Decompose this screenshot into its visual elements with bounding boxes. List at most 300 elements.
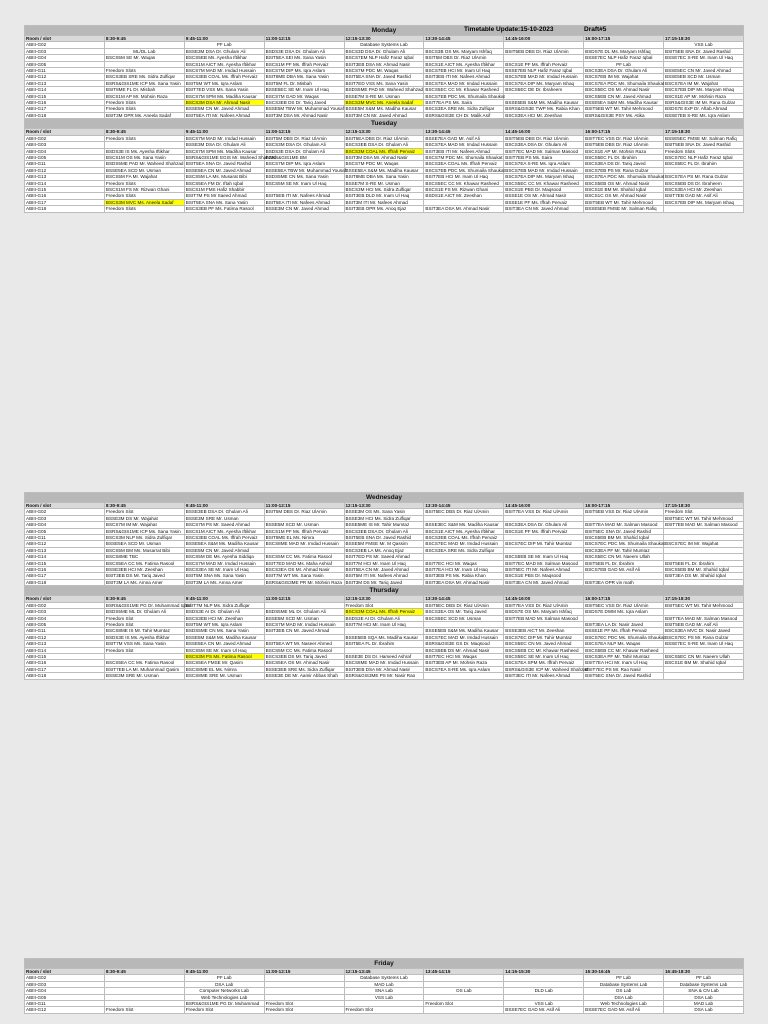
slot-cell: BSIT3EB DSA Mr. Ahmad Nasir xyxy=(344,61,424,67)
room-cell: ABIII-G05 xyxy=(25,621,105,627)
slot-cell: BSSE1E PF Ms. Iffrah Pervaiz xyxy=(584,628,664,634)
room-cell: ABIII-G05 xyxy=(25,154,105,160)
slot-cell: BSIT7M HCI Mr. Inam Ul Haq xyxy=(344,560,424,566)
slot-cell: BSCS5EB SE Mr. Inam Ul Haq xyxy=(504,554,584,560)
slot-cell: BSCS7EC MAD Mr. Imdad Hussain xyxy=(424,634,504,640)
slot-cell: BSCS3EA PF Mr. Tahir Mumtaz xyxy=(584,653,664,659)
table-row xyxy=(25,666,744,672)
slot-cell: BSIT5EA FL Dr. Ibrahim xyxy=(344,641,424,647)
slot-cell: BSIT7EA VSS Dr. Riaz UlAmin xyxy=(504,509,584,515)
slot-cell: BSIT5M ITI Mr. Nafees Ahmad xyxy=(344,573,424,579)
slot-cell: BSCS7EA SPM Ms. Iffrah Pervaiz xyxy=(504,660,584,666)
slot-cell: BSIT5M WT Ms. Iqra Aslam xyxy=(184,621,264,627)
slot-cell: BSIT5EB SNA Dr. Javed Rashid xyxy=(664,142,744,148)
slot-cell: BSCS7EB PDC Ms. Shumaila Shaukat xyxy=(425,93,505,99)
slot-cell: Freedom Slot xyxy=(344,602,424,608)
room-cell: ABIII-G18 xyxy=(25,112,105,118)
table-row xyxy=(25,154,744,160)
slot-cell: BSIT5M DBS Dr. Riaz UlAmin xyxy=(264,135,344,141)
slot-cell: BSSE7EA GAD Mr. Asif Ali xyxy=(424,135,504,141)
room-cell: ABIII-G17 xyxy=(25,199,105,205)
slot-cell: BSCS1M FMS Hafiz Shabbir xyxy=(184,186,264,192)
slot-cell: BSCS3EB COAL Ms. Iffrah Pervaiz xyxy=(424,535,504,541)
table-row xyxy=(25,87,744,93)
room-cell: ABIII-G03 xyxy=(25,48,105,54)
slot-cell: BSSE7EC S-RE Mr. Inam Ul Haq xyxy=(664,641,744,647)
slot-cell: BSCS3EA HCI Mr. Zeeshan xyxy=(504,112,584,118)
slot-cell: Freedom Slots xyxy=(104,206,184,212)
table-row xyxy=(25,660,744,666)
monday-rows xyxy=(25,42,744,119)
slot-cell: BSCS3EB DS Mr. Tariq Javed xyxy=(264,653,344,659)
slot-cell: BSIT7EA HCI Mr. Inam Ul Haq xyxy=(584,660,664,666)
slot-cell: BSDS5ME ML Dr. Ghulam Ali xyxy=(264,609,344,615)
room-cell: ABIII-G17 xyxy=(25,573,105,579)
room-cell: ABIII-G04 xyxy=(25,615,105,621)
table-row xyxy=(25,193,744,199)
table-row xyxy=(25,100,744,106)
table-row xyxy=(25,535,744,541)
slot-cell: BSCS3EA DSA Dr. Ghulam Ali xyxy=(504,142,584,148)
slot-cell: BSCS1E BM Mr. Shahid Iqbal xyxy=(584,186,664,192)
slot-cell: BSSE5M SCD Mr. Usman xyxy=(264,522,344,528)
slot-cell: BSCS3EA SRE Ms. Sidra Zulfiqar xyxy=(424,106,504,112)
table-row xyxy=(25,112,744,118)
slot-cell: BSSE5EA SCD Mr. Usman xyxy=(104,167,184,173)
room-cell: ABIII-G03 xyxy=(25,981,105,987)
slot-cell: BSDS3E AI Dr. Ghulam Ali xyxy=(344,615,424,621)
slot-cell: BSCS7M PDC Mr. Waqas xyxy=(344,161,424,167)
table-row xyxy=(25,68,744,74)
table-row xyxy=(25,48,744,54)
slot-cell: MAD Lab xyxy=(344,981,424,987)
slot-cell: BSCS7M SPM Ms. Madiha Kausar xyxy=(184,148,264,154)
slot-cell: BSCS3M COAL Ms. Iffrah Pervaiz xyxy=(344,609,424,615)
slot-cell: BSCS3EA DSA Dr. Ghulam Ali xyxy=(584,68,664,74)
slot-cell: BSIT7EC MAD Mr. Salman Masood xyxy=(504,148,584,154)
room-cell: ABIII-G13 xyxy=(25,174,105,180)
slot-cell: BSCS3B OS Ms. Maryam Ishfaq xyxy=(424,48,504,54)
slot-cell: BSRS&GIS3E IM Mr. Rana Gulzar xyxy=(664,100,744,106)
table-row xyxy=(25,634,744,640)
slot-cell: DSA Lab xyxy=(664,1007,744,1013)
slot-cell: BSCS5EA OS Mr. Ahmad Nasir xyxy=(264,660,344,666)
slot-cell: BSIT3EA DSA Mr. Ahmad Nasir xyxy=(424,579,504,585)
slot-cell: Database Systems Lab xyxy=(344,42,424,48)
table-row xyxy=(25,161,744,167)
slot-cell: BSSE3E DE Mr. Aamir Abbas Shah xyxy=(264,673,344,679)
slot-cell: BSIT3EB DSA Mr. Ahmad Nasir xyxy=(344,666,424,672)
slot-cell: BSCS3EA DS Dr. Tariq Javed xyxy=(584,161,664,167)
slot-cell: BSCS1M OS Ms. Sana Yasin xyxy=(104,154,184,160)
slot-cell: BSCS8ME SRE Mr. Usman xyxy=(184,673,264,679)
slot-cell: BSCS3EB LA Ms. Anoq Ejaz xyxy=(344,547,424,553)
slot-cell: BSSE3E DS Dr. Hameed Ashraf xyxy=(344,653,424,659)
slot-cell: BSIT3M DSA Mr. Ahmad Nasir xyxy=(264,112,344,118)
slot-cell: BSDS7E OS Ms. Maryam Ishfaq xyxy=(504,609,584,615)
slot-cell: BSCS3M COAL Ms. Iffrah Pervaiz xyxy=(344,148,424,154)
slot-cell: BSIT3EB CN Mr. Javed Ahmad xyxy=(264,628,344,634)
slot-cell: BSCS5EA FMSE Mr. Qasim xyxy=(184,660,264,666)
table-row xyxy=(25,180,744,186)
slot-cell: BSIT5EB DBS Dr. Riaz UlAmin xyxy=(504,135,584,141)
table-row xyxy=(25,522,744,528)
slot-cell xyxy=(424,1007,504,1013)
slot-cell: BSIT3EA LA Dr. Nasir Javed xyxy=(584,621,664,627)
room-cell: ABIII-G16 xyxy=(25,100,105,106)
room-cell: ABIII-G14 xyxy=(25,647,105,653)
slot-cell: BSCS7EB DIP Ms. Maryam Ishaq xyxy=(664,87,744,93)
slot-cell: BSIT8ME FL Dr. Misbah xyxy=(104,87,184,93)
slot-cell: BSDS5ME ML Dr. Ghulam Ali xyxy=(104,609,184,615)
slot-cell: Freedom Slot xyxy=(104,509,184,515)
room-cell: ABIII-G15 xyxy=(25,560,105,566)
room-cell: ABIII-G13 xyxy=(25,641,105,647)
slot-cell: BSCS7EC IM Mr. Wajahat xyxy=(664,541,744,547)
slot-cell: BSSE3M SRE Mr. Usman xyxy=(184,515,264,521)
wednesday-rows xyxy=(25,509,744,586)
slot-cell: Computer Networks Lab xyxy=(184,988,264,994)
slot-cell: BSCS5EC CC Mr. Khawar Rasheed xyxy=(424,180,504,186)
slot-cell: BSRS&GIS3E ICP Mr. Waheed Shahzad xyxy=(505,666,589,672)
slot-cell: BSCS3EA MVC Dr. Nasir Javed xyxy=(664,628,744,634)
slot-cell: BSRS&GIS1ME EGIS Mr. Waheed Shahzad xyxy=(185,154,277,160)
slot-cell: BSCS3M DSA Mr. Ahmad Nasir xyxy=(184,100,264,106)
slot-cell: BSCS1E AICT Ms. Ayesha Iftikhar xyxy=(424,528,504,534)
slot-cell: BSIT5EC SNA Dr. Javed Rashid xyxy=(584,673,664,679)
slot-cell: PF Lab xyxy=(664,975,744,981)
table-row xyxy=(25,1007,744,1013)
table-row xyxy=(25,567,744,573)
slot-cell: BSSE5EC FMSE Mr. Salman Rafiq xyxy=(664,135,744,141)
slot-cell: BSSE3M DS Mr. Wajahat xyxy=(104,515,184,521)
slot-cell: BSSE5M CN Mr. Javed Ahmad xyxy=(184,106,264,112)
slot-cell: BSIT5EA SNA Ms. Sana Yasin xyxy=(184,199,264,205)
slot-cell: BSIT5EA WT Mr. Naseer Ahmed xyxy=(264,641,344,647)
slot-cell: BSCS7EA IM Mr. Wajahat xyxy=(664,80,744,86)
slot-cell: BSCS5M BM Ms. Musarrat Bibi xyxy=(104,547,184,553)
slot-cell: BSIT5EB DBS Dr. Riaz UlAmin xyxy=(584,142,664,148)
slot-cell: BSCS5EC CC Mr. Khawar Rasheed xyxy=(504,180,584,186)
slot-cell: BSSE7M S-RE Mr. Usman xyxy=(344,180,424,186)
day-title-thursday: Thursday xyxy=(25,586,744,596)
slot-cell: BSIT5M DBS Dr. Riaz UlAmin xyxy=(264,509,344,515)
thursday-rows xyxy=(25,602,744,679)
slot-cell: BSIT7EB LA Mr. Muhammad Qasim xyxy=(104,666,184,672)
slot-cell: BSCS7M GAD Mr. Waqas xyxy=(264,93,344,99)
slot-cell: BSCS5EB OS Mr. Ahmad Nasir xyxy=(584,180,664,186)
slot-cell: BSIT5M SNA Ms. Sana Yasin xyxy=(184,573,264,579)
slot-cell: BSCS7EM NLP Hafiz Faraz Iqbal xyxy=(344,55,424,61)
slot-cell: BSCS7M DIP Ms. Iqra Aslam xyxy=(264,68,344,74)
slot-cell: BSCS5M CC Ms. Fatima Rasool xyxy=(264,647,344,653)
slot-cell: BSCS7EB DIP Ms. Maryam Ishaq xyxy=(664,199,744,205)
slot-cell: Freedom Slot xyxy=(264,1007,344,1013)
slot-cell: Freedom Slot xyxy=(344,1007,424,1013)
slot-cell: BSSE7EC S-RE Mr. Inam Ul Haq xyxy=(664,55,744,61)
slot-cell: BSIT3EB DS Mr. Tariq Javed xyxy=(104,573,184,579)
slot-cell: BSIT5EB SNA Dr. Javed Rashid xyxy=(344,535,424,541)
header-row: Room / slot 8:30-9:45 9:45-11:00 11:00-12:15 12:15-13:30 13:30-14:45 14:45-16:00 16:00-17:15 17:15-18:30 xyxy=(25,503,744,509)
slot-cell: BSSE5EB S&M Ms. Madiha Kausar xyxy=(504,100,584,106)
slot-cell: BSSE7EC GAD Mr. Asif Ali xyxy=(584,1007,664,1013)
slot-cell: BSSE3EB AICT Mr. Zeeshan xyxy=(504,628,584,634)
room-cell: ABIII-G11 xyxy=(25,68,105,74)
friday-rows xyxy=(25,975,744,1013)
room-cell: ABIII-G05 xyxy=(25,994,105,1000)
draft-label: Draft#5 xyxy=(584,26,607,33)
room-cell: ABIII-G14 xyxy=(25,87,105,93)
slot-cell: Freedom Slots xyxy=(104,180,184,186)
slot-cell: BSIT3EA OPR vin math xyxy=(584,579,664,585)
slot-cell: PF Lab xyxy=(184,975,264,981)
slot-cell: BSCS5EC CN Mr. Javed Ahmad xyxy=(504,641,584,647)
room-cell: ABIII-G03 xyxy=(25,142,105,148)
slot-cell: BSSE5EB SQA Ms. Madiha Kausar xyxy=(344,634,424,640)
slot-cell: BSDS7E ExP Dr. Aftab Ahmad xyxy=(664,106,744,112)
table-row xyxy=(25,206,744,212)
slot-cell: BSIT5EB FL Dr. Ibrahim xyxy=(664,560,744,566)
table-row xyxy=(25,547,744,553)
slot-cell: BSCS7EC PDC Ms. Shumaila Shaukat xyxy=(585,541,665,547)
slot-cell: BSIT7M NLP Ms. Sidra Zulfiqar xyxy=(184,602,264,608)
slot-cell: BSCS7EC DIP Mr. Tahir Mumtaz xyxy=(504,634,584,640)
slot-cell: BSSE5EB FMSE Mr. Salman Rafiq xyxy=(584,206,664,212)
slot-cell: BSCS7EA S-RE Ms. Iqra Aslam xyxy=(504,161,584,167)
header-row: Room / slot 8:30-9:45 9:45-11:00 11:00-12:15 12:15-13:45 13:45-14:15 14:15-15:30 15:30-16:45 16:45-18:30 xyxy=(25,969,744,975)
slot-cell: BSIT3EB AP Mr. Mohsin Raza xyxy=(424,660,504,666)
slot-cell: BSSE3M SRE Mr. Usman xyxy=(104,673,184,679)
room-cell: ABIII-G11 xyxy=(25,161,105,167)
slot-cell: BSRS&GIS1ME BM xyxy=(264,154,344,160)
slot-cell: BSIT5EA ITI Mr. Nafees Ahmad xyxy=(264,199,344,205)
wednesday-table xyxy=(24,492,744,680)
slot-cell: BSCS3EB PF Ms. Fatima Rasool xyxy=(184,206,264,212)
room-cell: ABIII-G05 xyxy=(25,61,105,67)
slot-cell: ML/DL Lab xyxy=(104,48,184,54)
slot-cell: BSSE3EB SRE Ms. Sidra Zulfiqar xyxy=(264,666,344,672)
slot-cell: BSCS7M PS Mr. Saeed Ahmad xyxy=(184,522,264,528)
slot-cell: BSCS5M SE Mr. Waqas xyxy=(104,55,184,61)
slot-cell: BSSE5EB S&M Ms. Madiha Kausar xyxy=(424,628,504,634)
slot-cell: BSIT3EC ITI Mr. Nafees Ahmad xyxy=(504,673,584,679)
room-cell: ABIII-G02 xyxy=(25,509,105,515)
slot-cell: BSSE5ME IS Mr. Tahir Mumtaz xyxy=(344,522,424,528)
slot-cell: BSCS7EC MAD Mr. Imdad Hussain xyxy=(424,541,504,547)
slot-cell: BSIT5M DBS Dr. Riaz UlAmin xyxy=(424,55,504,61)
slot-cell: BSCS5EC CN Mr. Naeem Ullah xyxy=(584,554,664,560)
slot-cell: BSCS7EA MAD Mr. Imdad Hussain xyxy=(424,142,504,148)
room-cell: ABIII-G02 xyxy=(25,975,105,981)
slot-cell: BSCS5EB Ms. Ayesha Iftikhar xyxy=(184,55,264,61)
table-row xyxy=(25,93,744,99)
room-cell: ABIII-G02 xyxy=(25,135,105,141)
slot-cell: BSCS7EC NLP Hafiz Faraz Iqbal xyxy=(664,154,744,160)
slot-cell: BSCS8ME TBC xyxy=(104,554,184,560)
room-cell: ABIII-G16 xyxy=(25,193,105,199)
slot-cell: BSCS3M MVC Ms. Aneela Sadaf xyxy=(344,100,424,106)
slot-cell: BSDS7E DWM Ms. Iqra Aslam xyxy=(584,609,664,615)
slot-cell: BSCS5M SE Mr. Inam Ul Haq xyxy=(264,180,344,186)
slot-cell: BSCS3M MVC Ms. Aneela Sadaf xyxy=(104,199,184,205)
slot-cell: BSSE5M CN Mr. Javed Ahmad xyxy=(184,547,264,553)
slot-cell: BSCS3EA OS Mr. Tariq Javed xyxy=(424,609,504,615)
table-row xyxy=(25,673,744,679)
room-cell: ABIII-G11 xyxy=(25,628,105,634)
slot-cell: BSCS5EC FL Dr. Ibrahim xyxy=(584,154,664,160)
slot-cell: BSIT3EA CN Mr. Javed Ahmad xyxy=(504,206,584,212)
slot-cell: BSCS7EA PDC Ms. Shumaila Shaukat xyxy=(585,80,665,86)
slot-cell: BSSE7EB S-RE Ms. Iqra Aslam xyxy=(664,112,744,118)
slot-cell: BSIT7ED VSS Ms. Sana Yasin xyxy=(184,87,264,93)
slot-cell: BSIT5EC SNA Dr. Javed Rashid xyxy=(584,528,664,534)
slot-cell: BSIT7EA HCI Mr. Inam Ul Haq xyxy=(424,567,504,573)
slot-cell: BSCS3EA HCI Mr. Zeeshan xyxy=(664,186,744,192)
room-cell: ABIII-G04 xyxy=(25,148,105,154)
slot-cell: BSDS3E IS Ms. Ayesha Iftikhar xyxy=(104,148,184,154)
table-row xyxy=(25,148,744,154)
room-cell: ABIII-G02 xyxy=(25,602,105,608)
slot-cell: Freedom Slot xyxy=(664,509,744,515)
slot-cell: BSCS3EB HCI Mr. Zeeshan xyxy=(184,615,264,621)
slot-cell: BSIT8ME DBA Ms. Sana Yasin xyxy=(264,74,344,80)
slot-cell: BSIT3M DS Mr. Tariq Javed xyxy=(344,579,424,585)
slot-cell: BSIT3M CN Mr. Javed Ahmad xyxy=(344,112,424,118)
slot-cell: BSCS1E AP Mr. Mohsin Raza xyxy=(664,93,744,99)
table-row xyxy=(25,541,744,547)
table-row xyxy=(25,199,744,205)
slot-cell: BSCS5EB DS Dr. Ibraheem xyxy=(664,180,744,186)
room-cell: ABIII-G12 xyxy=(25,74,105,80)
slot-cell: BSIT7ED VSS Ms. Sana Yasin xyxy=(344,80,424,86)
slot-cell: BSSE5EA S&M Ms. Madiha Kausar xyxy=(184,541,264,547)
slot-cell: BSIT5EA ITI Mr. Nafees Ahmad xyxy=(184,112,264,118)
slot-cell: BSIT3M OPR Ms. Aneela Sadaf xyxy=(104,112,184,118)
slot-cell: PF Lab xyxy=(584,61,664,67)
room-cell: ABIII-G12 xyxy=(25,1007,105,1013)
slot-cell: VSS Lab xyxy=(344,994,424,1000)
slot-cell: BSCS5M DE Ms. Ayesha Siddiqa xyxy=(184,554,264,560)
slot-cell: BSIT7EC VSS Dr. Riaz UlAmin xyxy=(584,135,664,141)
slot-cell: BSCS3EB COAL Ms. Iffrah Pervaiz xyxy=(184,535,264,541)
slot-cell: BSDS7E DL Ms. Maryam Ishfaq xyxy=(584,48,664,54)
table-row xyxy=(25,74,744,80)
slot-cell: BSRS&GIS1ME PG Dr. Muhammad xyxy=(184,1001,264,1007)
slot-cell: BSIT7EA MAD Mr. Salman Masood xyxy=(664,615,744,621)
slot-cell: BSIT3M DSA Mr. Ahmad Nasir xyxy=(344,154,424,160)
room-cell: ABIII-G02 xyxy=(25,42,105,48)
room-cell: ABIII-G05 xyxy=(25,528,105,534)
slot-cell: BSCS3M PS Ms. Fatima Rasool xyxy=(184,653,264,659)
slot-cell: BSIT5EC DBS Dr. Riaz UlAmin xyxy=(424,602,504,608)
slot-cell: BSSE3EB HCI Mr. Zeeshan xyxy=(104,567,184,573)
slot-cell: BSIT5EC DBS Dr. Riaz UlAmin xyxy=(424,509,504,515)
slot-cell: Freedom Slots xyxy=(104,68,184,74)
slot-cell: BSSE1E OS Mr. Ahmad Nasir xyxy=(504,193,584,199)
slot-cell: Freedom Slots xyxy=(104,100,184,106)
slot-cell: BSIT7EB MAD Mr. Salman Masood xyxy=(664,522,744,528)
table-row xyxy=(25,106,744,112)
slot-cell: Freedom Slots xyxy=(104,106,184,112)
room-cell: ABIII-G15 xyxy=(25,653,105,659)
slot-cell: BSCS3EB DS Dr. Tariq Javed xyxy=(264,100,344,106)
slot-cell: VSS Lab xyxy=(504,1001,584,1007)
slot-cell: BSCS5EC DE Dr. Ibraheem xyxy=(504,87,584,93)
header-row: Room / slot 8:30-9:45 9:45-11:00 11:00-12:15 12:15-13:30 13:30-14:45 14:45-16:00 16:00-17:15 17:15-18:30 xyxy=(25,129,744,135)
slot-cell: BSDS5ME CN Ms. Sana Yasin xyxy=(184,628,264,634)
slot-cell: BSSE3M OS Ms. Sana Yasin xyxy=(344,509,424,515)
slot-cell: Freedom Slots xyxy=(104,193,184,199)
slot-cell: BSDS5ME PAD Mr. Waheed Shahzad xyxy=(105,161,184,167)
slot-cell: BSIT7EA MAD Mr. Salman Masood xyxy=(584,522,664,528)
room-cell: ABIII-G15 xyxy=(25,186,105,192)
slot-cell: DSA Lab xyxy=(664,994,744,1000)
slot-cell: BSCS5EC FL Dr. Ibrahim xyxy=(664,161,744,167)
slot-cell: BSCS5EB CN Mr. Javed Ahmad xyxy=(584,93,664,99)
table-row xyxy=(25,80,744,86)
room-cell: ABIII-G04 xyxy=(25,522,105,528)
day-title-tuesday: Tuesday xyxy=(25,119,744,129)
slot-cell: BSCS1E AP Mr. Mohsin Raza xyxy=(584,148,664,154)
slot-cell xyxy=(664,673,744,679)
slot-cell: BSCS7M MAD Mr. Imdad Hussain xyxy=(184,68,264,74)
slot-cell: BSCS7EA PS Mr. Rana Gulzar xyxy=(664,174,744,180)
table-row xyxy=(25,554,744,560)
slot-cell: BSIT5M WT Ms. Iqra Aslam xyxy=(184,80,264,86)
slot-cell: BSSE5EA CN Mr. Javed Ahmad xyxy=(184,641,264,647)
tuesday-rows xyxy=(25,135,744,212)
slot-cell: BSIT7ED PS Mr. Saeed Ahmad xyxy=(344,554,424,560)
slot-cell: BSCS7M IM Mr. Wajahat xyxy=(104,522,184,528)
room-cell: ABIII-G03 xyxy=(25,515,105,521)
slot-cell: Freedom Slot xyxy=(104,615,184,621)
slot-cell: BSIT5EC ITI Mr. Nafees Ahmad xyxy=(504,567,584,573)
slot-cell: BSIT5EB ITI Mr. Nafees Ahmad xyxy=(264,193,344,199)
slot-cell: BSCS7EA S-RE Ms. Iqra Aslam xyxy=(424,666,504,672)
slot-cell: BSCS7M MAD Mr. Imdad Hussain xyxy=(184,135,264,141)
slot-cell: BSCS3EB DSA Dr. Ghulam Ali xyxy=(344,528,424,534)
table-row xyxy=(25,186,744,192)
slot-cell: BSRS&GIS3ME PS Mr. Nasir Rao xyxy=(344,673,424,679)
slot-cell: BSCS3M NLP Ms. Sidra Zulfiqar xyxy=(104,535,184,541)
table-row xyxy=(25,174,744,180)
slot-cell: BSCS8ME IS Mr. Tahir Mumtaz xyxy=(104,628,184,634)
slot-cell: BSIT7EB HCI Mr. Inam Ul Haq xyxy=(424,174,504,180)
slot-cell: BSCS3D DSA Dr. Ghulam Ali xyxy=(344,48,424,54)
slot-cell: MAD Lab xyxy=(664,1001,744,1007)
slot-cell xyxy=(664,206,744,212)
slot-cell: BSIT5EC WT Mr. Tahir Mehmood xyxy=(664,602,744,608)
room-cell: ABIII-G04 xyxy=(25,988,105,994)
slot-cell: Freedom Slot xyxy=(424,1001,504,1007)
slot-cell: BSIT5M FL Dr. Misbah xyxy=(264,80,344,86)
slot-cell: BSSE5M FMSE Mr. M Qassim xyxy=(344,541,424,547)
slot-cell: BSSE3EC S&M Ms. Madiha Kausar xyxy=(424,522,504,528)
room-cell: ABIII-G12 xyxy=(25,541,105,547)
slot-cell: BSDS1E AICT Mr. Zeeshan xyxy=(424,193,504,199)
slot-cell: BSCS7EA DIP Ms. Maryam Ishaq xyxy=(504,80,584,86)
room-cell: ABIII-G11 xyxy=(25,1001,105,1007)
slot-cell: BSIT3EA DSA Mr. Ahmad Nasir xyxy=(424,206,504,212)
slot-cell: BSSE5M S&M Ms. Madiha Kausar xyxy=(344,106,424,112)
slot-cell: BSCS7EB MAD Mr. Imdad Hussain xyxy=(504,167,584,173)
page-3 xyxy=(24,958,744,1014)
slot-cell xyxy=(424,673,504,679)
slot-cell: BSCS5EC CC Mr. Khawar Rasheed xyxy=(424,87,504,93)
room-cell: ABIII-G16 xyxy=(25,660,105,666)
room-cell: ABIII-G14 xyxy=(25,180,105,186)
slot-cell: OS Lab xyxy=(584,988,664,994)
